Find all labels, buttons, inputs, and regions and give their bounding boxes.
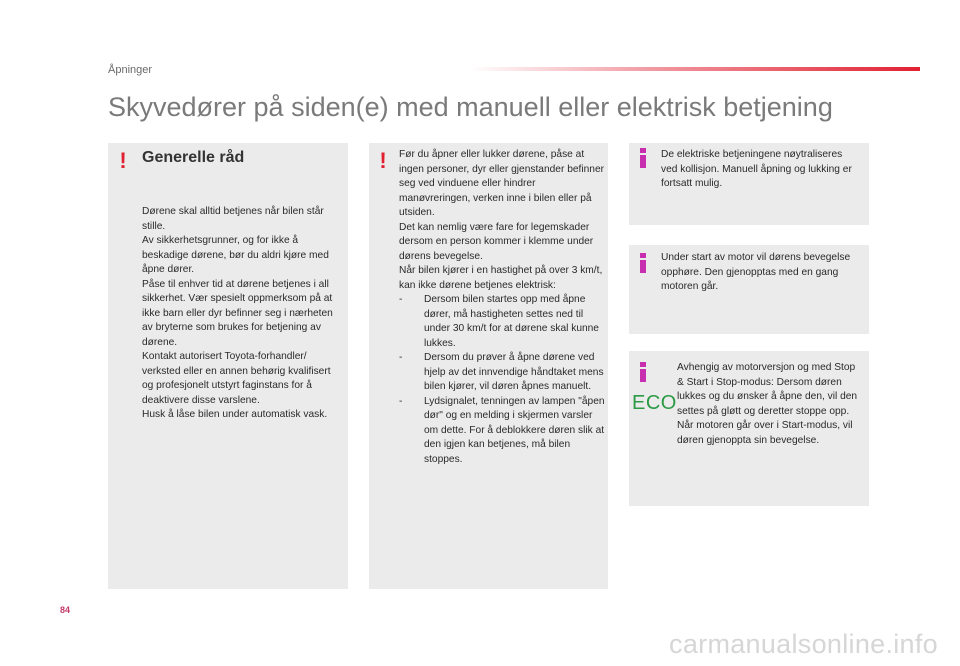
page-title: Skyvedører på siden(e) med manuell eller elektrisk betjening	[108, 92, 833, 122]
list-item: - Dersom du prøver å åpne dørene ved hjelp av det innvendige håndtaket mens bilen kjører, vil døren åpnes manuelt.	[399, 351, 605, 395]
paragraph: Det kan nemlig være fare for legemskader dersom en person kommer i klemme under dørens bevegelse.	[399, 221, 594, 262]
list-item: - Lydsignalet, tenningen av lampen "åpen dør" og en melding i skjermen varsler om dette. For å deblokkere døren slik at den igjen kan betjenes, må bilen stoppes.	[399, 395, 605, 468]
list-item: - Dersom bilen startes opp med åpne dører, må hastigheten settes ned til under 30 km/t for at dørene skal kunne lukkes.	[399, 293, 605, 351]
paragraph: Når bilen kjører i en hastighet på over 3 km/t, kan ikke dørene betjenes elektrisk:	[399, 265, 603, 291]
info-text-stop-start: Avhengig av motorversjon og med Stop & Start i Stop-modus: Dersom døren lukkes og du ønsker å åpne den, vil den settes på gløtt og deretter stoppe opp. Når motoren går over i Start-modus, vil døren gjenoppta sin bevegelse.	[677, 362, 858, 446]
general-advice-heading: Generelle råd	[142, 149, 245, 166]
paragraph: Av sikkerhetsgrunner, og for ikke å beskadige dørene, bør du aldri kjøre med åpne dører.	[142, 235, 329, 275]
general-advice-text	[142, 205, 342, 423]
paragraph: Før du åpner eller lukker dørene, påse at ingen personer, dyr eller gjenstander befinner seg ved vinduene eller hindrer manøvreringen, verken inne i bilen eller på utsiden.	[399, 149, 605, 218]
paragraph: Påse til enhver tid at dørene betjenes i all sikkerhet. Vær spesielt oppmerksom på at ikke barn eller dyr befinner seg i nærheten av bryterne som brukes for betjening av dørene.	[142, 278, 333, 348]
header-rule	[470, 67, 920, 71]
paragraph: Dørene skal alltid betjenes når bilen står stille.	[142, 206, 324, 232]
warning-icon: !	[119, 148, 127, 173]
info-text-engine-start: Under start av motor vil dørens bevegelse opphøre. Den gjenopptas med en gang motoren går.	[661, 252, 851, 292]
paragraph: Husk å låse bilen under automatisk vask.	[142, 409, 328, 420]
watermark: carmanualsonline.info	[669, 629, 938, 659]
warning-icon: !	[379, 148, 387, 173]
section-label: Åpninger	[108, 64, 153, 76]
paragraph: Kontakt autorisert Toyota-forhandler/ verksted eller en annen behørig kvalifisert og profesjonelt utstyrt faginstans for å deaktivere disse varslene.	[142, 351, 331, 406]
warning-text	[399, 148, 605, 467]
bullet-list	[399, 293, 605, 467]
eco-icon: ECO	[632, 392, 677, 414]
info-text-collision: De elektriske betjeningene nøytraliseres ved kollisjon. Manuell åpning og lukking er fortsatt mulig.	[661, 149, 852, 189]
page-number: 84	[60, 605, 71, 615]
